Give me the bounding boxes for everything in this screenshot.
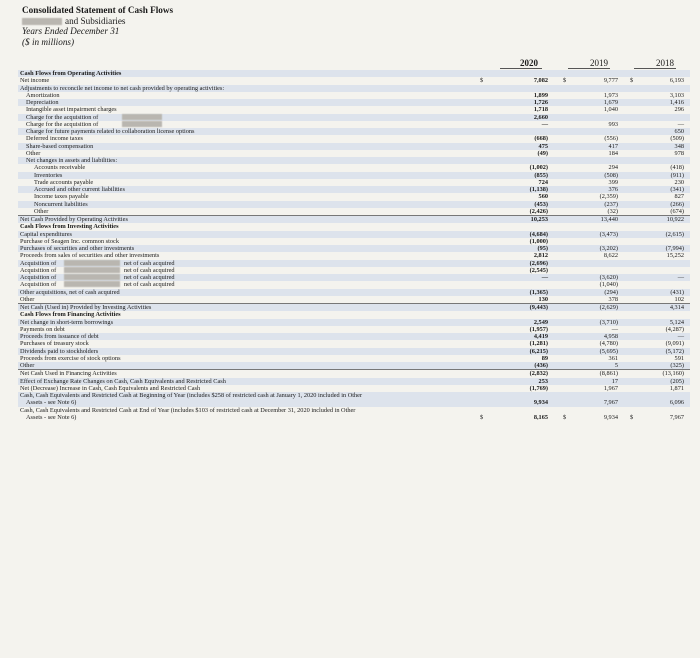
value-2020: 10,253 [530, 216, 548, 223]
value-2020: (1,281) [529, 340, 548, 348]
statement-row [18, 223, 690, 230]
statement-row [18, 326, 690, 333]
statement-row [18, 333, 690, 340]
row-label: Cash Flows from Financing Activities [20, 311, 121, 319]
value-2018: (509) [670, 135, 684, 143]
value-2020: (1,957) [529, 325, 548, 333]
statement-row [18, 128, 690, 135]
statement-row [18, 157, 690, 164]
company-subtitle: and Subsidiaries [65, 15, 126, 26]
row-label: Other [34, 207, 49, 215]
statement-row [18, 267, 690, 274]
row-label: Net (Decrease) Increase in Cash, Cash Equivalents and Restricted Cash [20, 384, 201, 392]
value-2018: 827 [674, 193, 684, 201]
value-2018: 102 [674, 295, 684, 303]
value-2019: (5,695) [599, 347, 618, 355]
value-2019: 7,967 [603, 399, 618, 407]
row-label-suffix: net of cash acquired [124, 281, 175, 289]
row-label: Charge for future payments related to collaboration license options [26, 128, 195, 135]
row-label: Acquisition of [20, 281, 57, 289]
statement-row [18, 179, 690, 186]
value-2019: (4,780) [599, 340, 618, 348]
value-2018: 10,922 [666, 216, 684, 223]
value-2020: 89 [541, 354, 548, 362]
company-line [22, 16, 173, 27]
row-label: Inventories [34, 171, 63, 179]
row-label: Purchases of treasury stock [20, 340, 89, 348]
row-label: Adjustments to reconcile net income to net cash provided by operating activities: [20, 84, 225, 92]
value-2018: (7,994) [665, 245, 684, 252]
statement-row [18, 216, 690, 223]
statement-row [18, 399, 690, 406]
row-label: Share-based compensation [26, 142, 94, 150]
value-2020: (2,545) [529, 266, 548, 274]
value-2018: 6,096 [669, 399, 684, 407]
value-2019: 9,934 [603, 413, 618, 421]
value-2020: (668) [534, 135, 548, 143]
value-2020: 1,726 [533, 99, 548, 106]
value-2020: (453) [534, 200, 548, 208]
value-2020: (49) [537, 149, 548, 157]
value-2019: (2,629) [599, 304, 618, 311]
year-underline-2019 [568, 68, 610, 69]
value-2018: — [677, 120, 684, 128]
statement-row [18, 385, 690, 392]
statement-title: Consolidated Statement of Cash Flows [22, 5, 174, 15]
value-2019: 1,973 [603, 91, 618, 99]
year-2020-header: 2020 [520, 58, 538, 68]
statement-row [18, 85, 690, 92]
value-2020: 475 [538, 142, 548, 150]
value-2020: (436) [534, 362, 548, 369]
statement-row [18, 193, 690, 200]
value-2018: (431) [670, 288, 684, 296]
statement-row [18, 77, 690, 84]
row-label-suffix: net of cash acquired [124, 259, 175, 267]
row-label: Cash, Cash Equivalents and Restricted Cash at Beginning of Year (includes $258 of restricted cash at January 1, 2020 included in Other [20, 392, 363, 399]
value-2019: 8,622 [603, 252, 618, 260]
value-2018: (266) [670, 200, 684, 208]
value-2019: — [611, 325, 618, 333]
value-2018: 4,314 [669, 304, 684, 311]
value-2018: (418) [670, 164, 684, 172]
value-2019: (32) [607, 207, 618, 215]
value-2020: 560 [538, 193, 548, 201]
value-2020: — [541, 120, 548, 128]
value-2019: (237) [604, 200, 618, 208]
value-2020: 2,549 [533, 318, 548, 326]
value-2020: 7,082 [533, 77, 548, 85]
statement-row [18, 143, 690, 150]
statement-row [18, 355, 690, 362]
statement-row [18, 121, 690, 128]
value-2018: 6,193 [669, 77, 684, 85]
value-2020: 2,660 [533, 113, 548, 121]
row-label: Cash, Cash Equivalents and Restricted Cash at End of Year (includes $103 of restricted cash at December 31, 2020 included in Other [20, 406, 356, 414]
value-2019: 399 [608, 178, 618, 186]
row-label: Proceeds from sales of securities and other investments [20, 252, 160, 260]
redacted-name [64, 260, 120, 266]
row-label: Net Cash (Used in) Provided by Investing Activities [20, 304, 152, 311]
statement-row [18, 281, 690, 288]
value-2019: (3,710) [599, 318, 618, 326]
row-label: Trade accounts payable [34, 178, 94, 186]
row-label: Acquisition of [20, 274, 57, 281]
value-2018: (4,287) [665, 325, 684, 333]
value-2020: 4,419 [533, 333, 548, 340]
statement-row [18, 186, 690, 193]
value-2020: (855) [534, 171, 548, 179]
value-2018: — [677, 274, 684, 281]
statement-row [18, 362, 690, 370]
value-2020: (2,832) [529, 370, 548, 378]
value-2019: (3,473) [599, 230, 618, 238]
value-2020: (1,000) [529, 237, 548, 245]
units-label: ($ in millions) [22, 36, 75, 47]
row-label: Other acquisitions, net of cash acquired [20, 288, 120, 296]
value-2019: 361 [608, 354, 618, 362]
year-underline-2018 [634, 68, 676, 69]
row-label: Accounts receivable [34, 164, 86, 172]
statement-row [18, 274, 690, 281]
statement-row [18, 172, 690, 179]
statement-row [18, 348, 690, 355]
value-2020: 1,718 [533, 106, 548, 114]
row-label: Net Cash Provided by Operating Activities [20, 216, 128, 223]
statement-row [18, 70, 690, 77]
value-2020: (9,443) [529, 304, 548, 311]
value-2020: 1,899 [533, 91, 548, 99]
value-2020: — [541, 274, 548, 281]
value-2020: (1,002) [529, 164, 548, 172]
value-2020: 8,165 [533, 413, 548, 421]
value-2020: (2,696) [529, 259, 548, 267]
value-2018: 978 [674, 149, 684, 157]
statement-row [18, 340, 690, 347]
value-2020: 724 [538, 178, 548, 186]
row-label: Income taxes payable [34, 193, 89, 201]
statement-row [18, 150, 690, 157]
value-2020: 130 [538, 295, 548, 303]
statement-row [18, 260, 690, 267]
statement-row [18, 289, 690, 296]
row-label: Accrued and other current liabilities [34, 186, 125, 193]
value-2020: (1,138) [529, 186, 548, 193]
redacted-name [64, 281, 120, 287]
statement-row [18, 114, 690, 121]
statement-row [18, 319, 690, 326]
value-2019: 4,958 [603, 333, 618, 340]
statement-row [18, 370, 690, 377]
row-label: Acquisition of [20, 266, 57, 274]
row-label: Amortization [26, 91, 60, 99]
value-2018: 230 [674, 178, 684, 186]
value-2019: 294 [608, 164, 618, 172]
row-label: Net change in short-term borrowings [20, 318, 114, 326]
value-2020: 253 [538, 377, 548, 385]
value-2019: 9,777 [603, 77, 618, 85]
row-label: Cash Flows from Operating Activities [20, 70, 122, 77]
row-label: Net changes in assets and liabilities: [26, 157, 118, 164]
value-2020: 2,812 [533, 252, 548, 260]
value-2018: 591 [674, 354, 684, 362]
statement-row [18, 296, 690, 304]
statement-row [18, 245, 690, 252]
value-2018: (205) [670, 377, 684, 385]
value-2020: 9,934 [533, 399, 548, 407]
statement-row [18, 378, 690, 385]
currency-symbol: $ [563, 77, 567, 85]
year-2018-header: 2018 [656, 58, 674, 68]
row-label: Deferred income taxes [26, 135, 83, 143]
statement-row [18, 164, 690, 171]
value-2019: (2,359) [599, 193, 618, 201]
value-2019: 5 [614, 362, 618, 369]
value-2020: (1,769) [529, 384, 548, 392]
row-label: Purchases of securities and other investments [20, 245, 135, 252]
row-label: Charge for the acquisition of [26, 113, 99, 121]
currency-symbol: $ [563, 413, 567, 421]
value-2019: (508) [604, 171, 618, 179]
row-label: Dividends paid to stockholders [20, 347, 99, 355]
value-2020: (2,426) [529, 207, 548, 215]
statement-row [18, 238, 690, 245]
value-2020: (95) [537, 245, 548, 252]
statement-row [18, 311, 690, 318]
statement-row [18, 252, 690, 259]
value-2018: (341) [670, 186, 684, 193]
statement-row [18, 92, 690, 99]
row-label-suffix: net of cash acquired [124, 266, 175, 274]
statement-row [18, 106, 690, 113]
value-2018: — [677, 333, 684, 340]
currency-symbol: $ [480, 413, 484, 421]
redacted-name [64, 267, 120, 273]
statement-row [18, 201, 690, 208]
value-2019: (3,620) [599, 274, 618, 281]
currency-symbol: $ [630, 413, 634, 421]
value-2018: 5,124 [669, 318, 684, 326]
row-label: Net income [20, 77, 50, 85]
value-2019: (556) [604, 135, 618, 143]
row-label: Net Cash Used in Financing Activities [20, 370, 117, 378]
value-2019: 1,679 [603, 99, 618, 106]
value-2020: (4,684) [529, 230, 548, 238]
row-label: Proceeds from issuance of debt [20, 333, 99, 340]
value-2018: (9,091) [665, 340, 684, 348]
row-label: Depreciation [26, 99, 59, 106]
row-label: Effect of Exchange Rate Changes on Cash, Cash Equivalents and Restricted Cash [20, 377, 226, 385]
row-label: Noncurrent liabilities [34, 200, 88, 208]
value-2020: (1,365) [529, 288, 548, 296]
currency-symbol: $ [480, 77, 484, 85]
year-2019-header: 2019 [590, 58, 608, 68]
row-label: Cash Flows from Investing Activities [20, 223, 119, 231]
statement-row [18, 99, 690, 106]
value-2019: (8,861) [599, 370, 618, 378]
row-label: Charge for the acquisition of [26, 120, 99, 128]
value-2019: 13,440 [600, 216, 618, 223]
value-2019: 184 [608, 149, 618, 157]
statement-row [18, 208, 690, 216]
row-label: Proceeds from exercise of stock options [20, 354, 121, 362]
value-2019: 1,967 [603, 384, 618, 392]
statement-row [18, 231, 690, 238]
row-label: Intangible asset impairment charges [26, 106, 117, 114]
value-2018: 348 [674, 142, 684, 150]
row-label: Other [26, 149, 41, 157]
value-2018: (13,160) [662, 370, 684, 378]
value-2019: (3,202) [599, 245, 618, 252]
year-underline-2020 [500, 68, 542, 69]
value-2019: 17 [611, 377, 618, 385]
value-2018: (2,615) [665, 230, 684, 238]
currency-symbol: $ [630, 77, 634, 85]
redacted-company-name [22, 18, 62, 25]
period-label: Years Ended December 31 [22, 26, 120, 37]
value-2018: 3,103 [669, 91, 684, 99]
statement-row [18, 392, 690, 399]
statement-row [18, 414, 690, 421]
value-2018: 296 [674, 106, 684, 114]
value-2019: 1,040 [603, 106, 618, 114]
redacted-name [122, 121, 162, 127]
statement-row [18, 407, 690, 414]
value-2018: (911) [670, 171, 684, 179]
value-2020: (6,215) [529, 347, 548, 355]
row-label: Other [20, 362, 35, 369]
statement-rows [18, 70, 690, 421]
value-2018: 7,967 [669, 413, 684, 421]
value-2019: 993 [608, 120, 618, 128]
statement-row [18, 304, 690, 311]
value-2018: 15,252 [666, 252, 684, 260]
row-label: Purchase of Seagen Inc. common stock [20, 237, 119, 245]
value-2019: (1,040) [599, 281, 618, 289]
statement-header [22, 5, 173, 47]
value-2019: 417 [608, 142, 618, 150]
value-2018: (5,172) [665, 347, 684, 355]
row-label-suffix: net of cash acquired [124, 274, 175, 281]
value-2019: 378 [608, 295, 618, 303]
row-label: Capital expenditures [20, 230, 72, 238]
value-2018: (674) [670, 207, 684, 215]
value-2019: (294) [604, 288, 618, 296]
row-label: Assets - see Note 6) [26, 399, 77, 407]
row-label: Other [20, 295, 35, 303]
row-label: Acquisition of [20, 259, 57, 267]
row-label: Payments on debt [20, 325, 65, 333]
redacted-name [64, 274, 120, 280]
value-2018: (325) [670, 362, 684, 369]
statement-row [18, 135, 690, 142]
value-2018: 1,871 [669, 384, 684, 392]
redacted-name [122, 114, 162, 120]
value-2019: 376 [608, 186, 618, 193]
value-2018: 1,416 [669, 99, 684, 106]
value-2018: 650 [674, 128, 684, 135]
row-label: Assets - see Note 6) [26, 413, 77, 421]
